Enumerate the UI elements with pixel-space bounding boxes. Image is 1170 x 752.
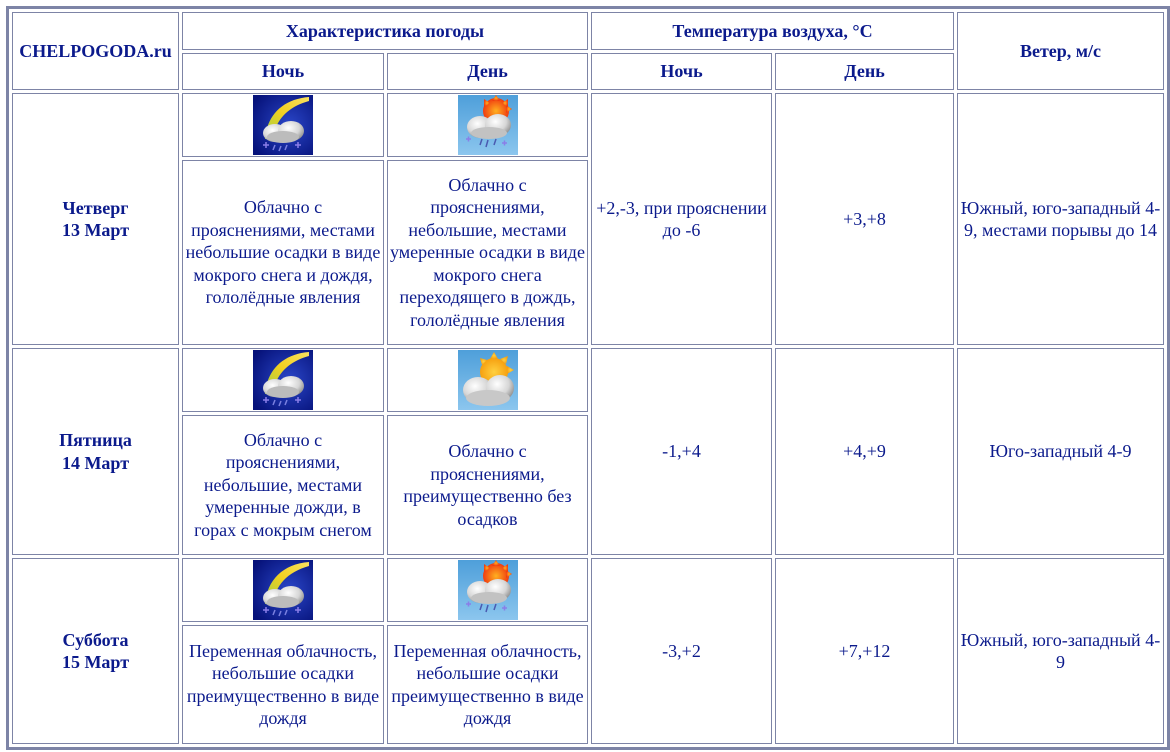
- temp-night-header: Ночь: [591, 53, 772, 90]
- date: 14 Март: [61, 452, 130, 473]
- weekday: Четверг: [62, 197, 129, 218]
- temp-day: +7,+12: [775, 558, 954, 744]
- day-description: Облачно с прояснениями, небольшие, местами умеренные осадки в виде мокрого снега переходящего в дождь, гололёдные явления: [387, 160, 588, 345]
- temp-night: -1,+4: [591, 348, 772, 555]
- date: 15 Март: [61, 652, 130, 672]
- day-icon-cell: [387, 93, 588, 157]
- sun-cloud-rain-snow-icon: [458, 95, 518, 155]
- temp-night: -3,+2: [591, 558, 772, 744]
- temp-day: +3,+8: [775, 93, 954, 345]
- temp-day: +4,+9: [775, 348, 954, 555]
- day-icon-cell: [387, 348, 588, 412]
- sun-behind-clouds-icon: [458, 350, 518, 410]
- day-icon-cell: [387, 558, 588, 622]
- wind: Южный, юго-западный 4-9: [957, 558, 1164, 744]
- weather-day-header: День: [387, 53, 588, 90]
- forecast-row-thursday: [12, 93, 1164, 157]
- night-icon-cell: [182, 348, 384, 412]
- wind-header: Ветер, м/с: [957, 12, 1164, 90]
- forecast-container: [6, 6, 1170, 750]
- weekday: Пятница: [59, 430, 132, 450]
- date: 13 Март: [61, 220, 130, 240]
- day-label-cell: [12, 558, 179, 744]
- day-label-cell: [12, 348, 179, 555]
- site-brand: CHELPOGODA.ru: [12, 12, 179, 90]
- day-label-cell: [12, 93, 179, 345]
- sun-cloud-rain-snow-icon: [458, 560, 518, 620]
- day-description: Облачно с прояснениями, преимущественно без осадков: [387, 415, 588, 555]
- night-description: Облачно с прояснениями, небольшие, местами умеренные дожди, в горах с мокрым снегом: [182, 415, 384, 555]
- forecast-table: [6, 6, 1170, 750]
- night-description: Облачно с прояснениями, местами небольшие осадки в виде мокрого снега и дождя, гололёдные явления: [182, 160, 384, 345]
- night-icon-cell: [182, 558, 384, 622]
- wind: Юго-западный 4-9: [957, 348, 1164, 555]
- wind: Южный, юго-западный 4-9, местами порывы до 14: [957, 93, 1164, 345]
- forecast-row-saturday: [12, 558, 1164, 622]
- forecast-row-friday: [12, 348, 1164, 412]
- night-moon-cloud-sleet-icon: [253, 560, 313, 620]
- night-moon-cloud-sleet-icon: [253, 350, 313, 410]
- temp-night: +2,-3, при прояснении до -6: [591, 93, 772, 345]
- weather-night-header: Ночь: [182, 53, 384, 90]
- night-description: Переменная облачность, небольшие осадки преимущественно в виде дождя: [182, 625, 384, 744]
- weather-group-header: Характеристика погоды: [182, 12, 588, 50]
- night-moon-cloud-sleet-icon: [253, 95, 313, 155]
- temp-group-header: Температура воздуха, °C: [591, 12, 954, 50]
- day-description: Переменная облачность, небольшие осадки преимущественно в виде дождя: [387, 625, 588, 744]
- night-icon-cell: [182, 93, 384, 157]
- temp-day-header: День: [775, 53, 954, 90]
- weekday: Суббота: [62, 629, 129, 650]
